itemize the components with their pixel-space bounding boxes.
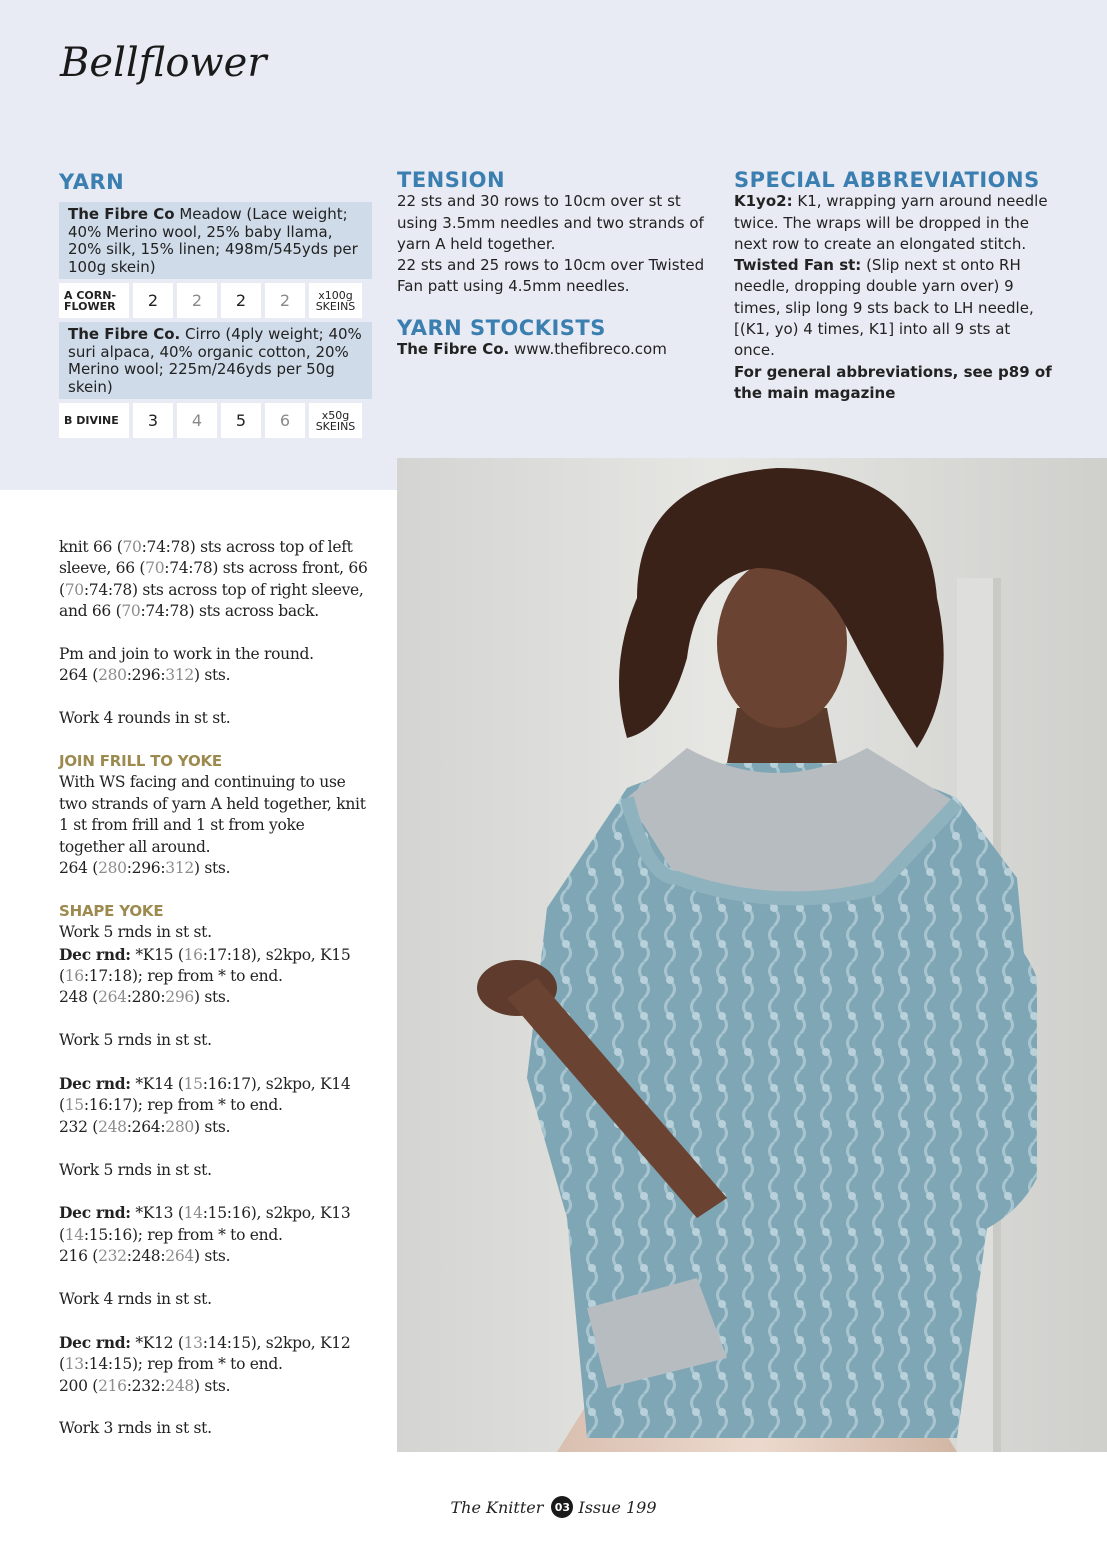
abbr-k1yo2	[734, 191, 1054, 255]
instr-step-3: Work 4 rounds in st st.	[59, 709, 231, 728]
yarn-b-unit-bottom: SKEINS	[315, 419, 356, 433]
tension-heading: TENSION	[397, 168, 506, 192]
yarn-a-description	[59, 202, 372, 279]
stockists-brand: The Fibre Co.	[397, 340, 510, 359]
instr-step-2: Pm and join to work in the round. 264 (280:296:312) sts.	[59, 645, 314, 685]
abbr-fan-def: (Slip next st onto RH needle, dropping double yarn over) 9 times, slip long 9 sts back to LH needle, [(K1, yo) 4 times, K1] into all 9 sts at once.	[734, 256, 1034, 360]
instr-step-12: Work 3 rnds in st st.	[59, 1419, 212, 1438]
shape-yoke-heading: SHAPE YOKE	[59, 901, 164, 920]
yarn-a-size-row	[59, 283, 373, 318]
instr-step-9: Dec rnd: *K13 (14:15:16), s2kpo, K13 (14:15:16); rep from * to end. 216 (232:248:264) sts.	[59, 1203, 351, 1266]
yarn-a-size-1: 2	[133, 283, 173, 318]
yarn-a-label: A CORN-FLOWER	[59, 283, 129, 318]
instr-step-11: Dec rnd: *K12 (13:14:15), s2kpo, K12 (13:14:15); rep from * to end. 200 (216:232:248) sts.	[59, 1332, 351, 1395]
abbreviations-section	[734, 170, 1054, 404]
yarn-b-desc: Cirro (4ply weight; 40% suri alpaca, 40% organic cotton, 20% Merino wool; 225m/246yds per 50g skein)	[68, 325, 362, 396]
tension-section	[397, 170, 709, 360]
instr-step-1: knit 66 (70:74:78) sts across top of left sleeve, 66 (70:74:78) sts across front, 66 (70:74:78) sts across top of right sleeve, and 66 (70:74:78) sts across back.	[59, 538, 368, 621]
instructions-column	[59, 537, 371, 1461]
instr-step-10: Work 4 rnds in st st.	[59, 1290, 212, 1309]
yarn-a-unit-top: x100g	[318, 288, 353, 302]
tension-text-2: 22 sts and 25 rows to 10cm over Twisted Fan patt using 4.5mm needles.	[397, 256, 705, 296]
stockists-text	[397, 339, 709, 360]
abbr-twisted-fan	[734, 255, 1054, 361]
yarn-a-unit-bottom: SKEINS	[315, 299, 356, 313]
yarn-heading: YARN	[59, 170, 125, 194]
join-frill-heading: JOIN FRILL TO YOKE	[59, 752, 222, 771]
yarn-a-size-3: 2	[221, 283, 261, 318]
yarn-a-brand: The Fibre Co	[68, 205, 175, 223]
instr-step-6: Work 5 rnds in st st.	[59, 1031, 212, 1050]
yarn-a-unit	[309, 283, 362, 318]
yarn-b-size-3: 5	[221, 403, 261, 438]
footer-issue: Issue 199	[578, 1497, 657, 1517]
tension-text-1: 22 sts and 30 rows to 10cm over st st using 3.5mm needles and two strands of yarn A held together.	[397, 192, 704, 253]
footer-magazine: The Knitter	[450, 1497, 544, 1517]
yarn-a-desc: Meadow (Lace weight; 40% Merino wool, 25% baby llama, 20% silk, 15% linen; 498m/545yds per 100g skein)	[68, 205, 358, 276]
yarn-b-size-2: 4	[177, 403, 217, 438]
abbr-k1yo2-term: K1yo2:	[734, 192, 793, 211]
yarn-a-size-2: 2	[177, 283, 217, 318]
abbreviations-heading: SPECIAL ABBREVIATIONS	[734, 168, 1040, 192]
instr-step-7: Dec rnd: *K14 (15:16:17), s2kpo, K14 (15:16:17); rep from * to end. 232 (248:264:280) sts.	[59, 1074, 351, 1136]
stockists-heading: YARN STOCKISTS	[397, 315, 606, 340]
stockists-url: www.thefibreco.com	[509, 340, 667, 359]
yarn-b-unit	[309, 403, 362, 438]
model-photo	[397, 458, 1107, 1452]
abbr-fan-term: Twisted Fan st:	[734, 256, 862, 275]
instr-step-4: With WS facing and continuing to use two strands of yarn A held together, knit 1 st from frill and 1 st from yoke together all around. 264 (280:296:312) sts.	[59, 773, 366, 878]
yarn-b-label: B DIVINE	[59, 403, 129, 438]
page-number: 03	[551, 1496, 573, 1518]
yarn-b-description	[59, 322, 372, 399]
yarn-b-size-1: 3	[133, 403, 173, 438]
instr-step-8: Work 5 rnds in st st.	[59, 1160, 212, 1179]
yarn-b-size-row	[59, 403, 373, 438]
photo-illustration	[397, 458, 1107, 1452]
yarn-b-unit-top: x50g	[321, 408, 350, 422]
page-footer	[0, 1496, 1107, 1518]
yarn-a-size-4: 2	[265, 283, 305, 318]
yarn-b-size-4: 6	[265, 403, 305, 438]
yarn-section	[59, 170, 373, 442]
page-title: Bellflower	[60, 40, 267, 86]
abbr-general-note: For general abbreviations, see p89 of the main magazine	[734, 362, 1052, 402]
abbr-k1yo2-def: K1, wrapping yarn around needle twice. The wraps will be dropped in the next row to create an elongated stitch.	[734, 192, 1048, 253]
instr-step-5: Work 5 rnds in st st. Dec rnd: *K15 (16:17:18), s2kpo, K15 (16:17:18); rep from * to end. 248 (264:280:296) sts.	[59, 923, 351, 1007]
yarn-b-brand: The Fibre Co.	[68, 325, 181, 343]
